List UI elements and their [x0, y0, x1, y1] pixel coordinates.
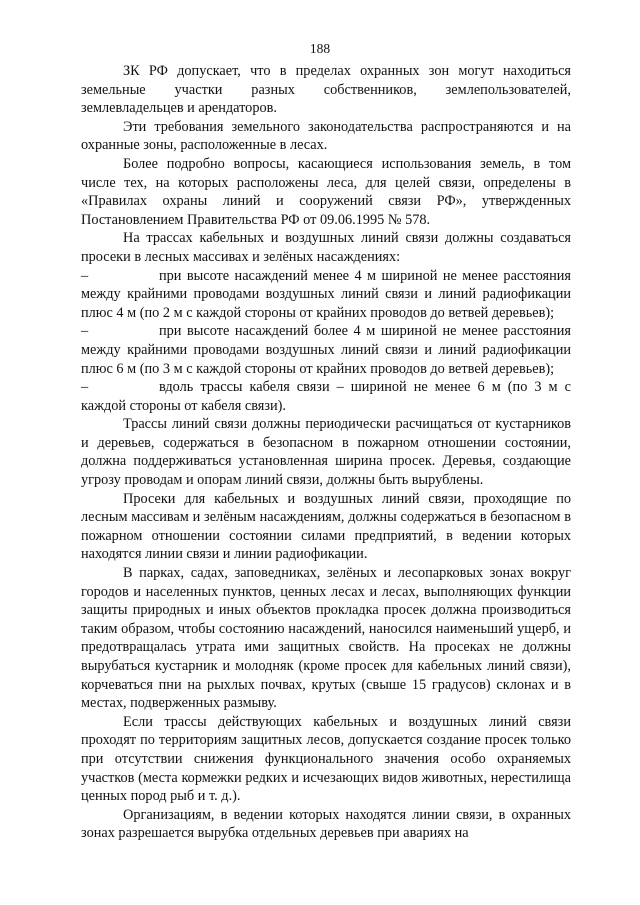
list-dash: –: [81, 379, 89, 396]
list-item: [81, 322, 571, 378]
paragraph: В парках, садах, заповедниках, зелёных и лесопарковых зонах вокруг городов и населенных пунктов, ценных лесах и лесах, выполняющих функции защиты природных и иных объектов прокладка просек должна производиться таким образом, чтобы состоянию насаждений, наносился наименьший ущерб, и предотвращалась утрата ими защитных свойств. На просеках не должны вырубаться кустарник и молодняк (кроме просек для кабельных линий связи), корчеваться пни на рыхлых почвах, крутых (свыше 15 градусов) склонах и в местах, подверженных размыву.: [81, 565, 571, 712]
paragraph: Организациям, в ведении которых находятся линии связи, в охранных зонах разрешается вырубка отдельных деревьев при авариях на: [81, 806, 571, 842]
list-item: [81, 378, 571, 415]
body-text: [81, 62, 571, 843]
paragraph: На трассах кабельных и воздушных линий связи должны создаваться просеки в лесных массивах и зелёных насаждениях:: [81, 230, 571, 265]
list-item: [81, 267, 571, 323]
list-item-text: вдоль трассы кабеля связи – шириной не менее 6 м (по 3 м с каждой стороны от кабеля связи).: [81, 379, 571, 414]
paragraph: Эти требования земельного законодательства распространяются и на охранные зоны, расположенные в лесах.: [81, 118, 571, 154]
paragraph: ЗК РФ допускает, что в пределах охранных зон могут находиться земельные участки разных собственников, землепользователей, землевладельцев и арендаторов.: [81, 63, 571, 117]
list-dash: –: [81, 323, 89, 340]
paragraph: Более подробно вопросы, касающиеся использования земель, в том числе тех, на которых расположены леса, для целей связи, определены в «Правилах охраны линий и сооружений связи РФ», утвержденных Постановлением Правительства РФ от 09.06.1995 № 578.: [81, 155, 571, 228]
page-number: 188: [309, 41, 331, 56]
list-dash: –: [81, 267, 89, 284]
paragraph: Трассы линий связи должны периодически расчищаться от кустарников и деревьев, содержаться в безопасном в пожарном отношении состоянии, должна поддерживаться установленная ширина просек. Деревья, создающие угрозу проводам и опорам линий связи, должны быть вырублены.: [81, 416, 571, 489]
paragraph: Просеки для кабельных и воздушных линий связи, проходящие по лесным массивам и зелёным насаждениям, должны содержаться в безопасном в пожарном отношении состоянии силами предприятий, в ведении которых находятся линии связи и линии радиофикации.: [81, 490, 571, 563]
paragraph: Если трассы действующих кабельных и воздушных линий связи проходят по территориям защитных лесов, допускается создание просек только при отсутствии снижения функционального значения особо охраняемых участков (места кормежки редких и исчезающих видов животных, нерестилища ценных пород рыб и т. д.).: [81, 713, 571, 805]
list-item-text: при высоте насаждений менее 4 м шириной не менее расстояния между крайними проводами воздушных линий связи и линий радиофикации плюс 4 м (по 2 м с каждой стороны от крайних проводов до ветвей деревьев);: [81, 267, 571, 321]
list-item-text: при высоте насаждений более 4 м шириной не менее расстояния между крайними проводами воздушных линий связи и линий радиофикации плюс 6 м (по 3 м с каждой стороны от крайних проводов до ветвей деревьев);: [81, 323, 571, 377]
